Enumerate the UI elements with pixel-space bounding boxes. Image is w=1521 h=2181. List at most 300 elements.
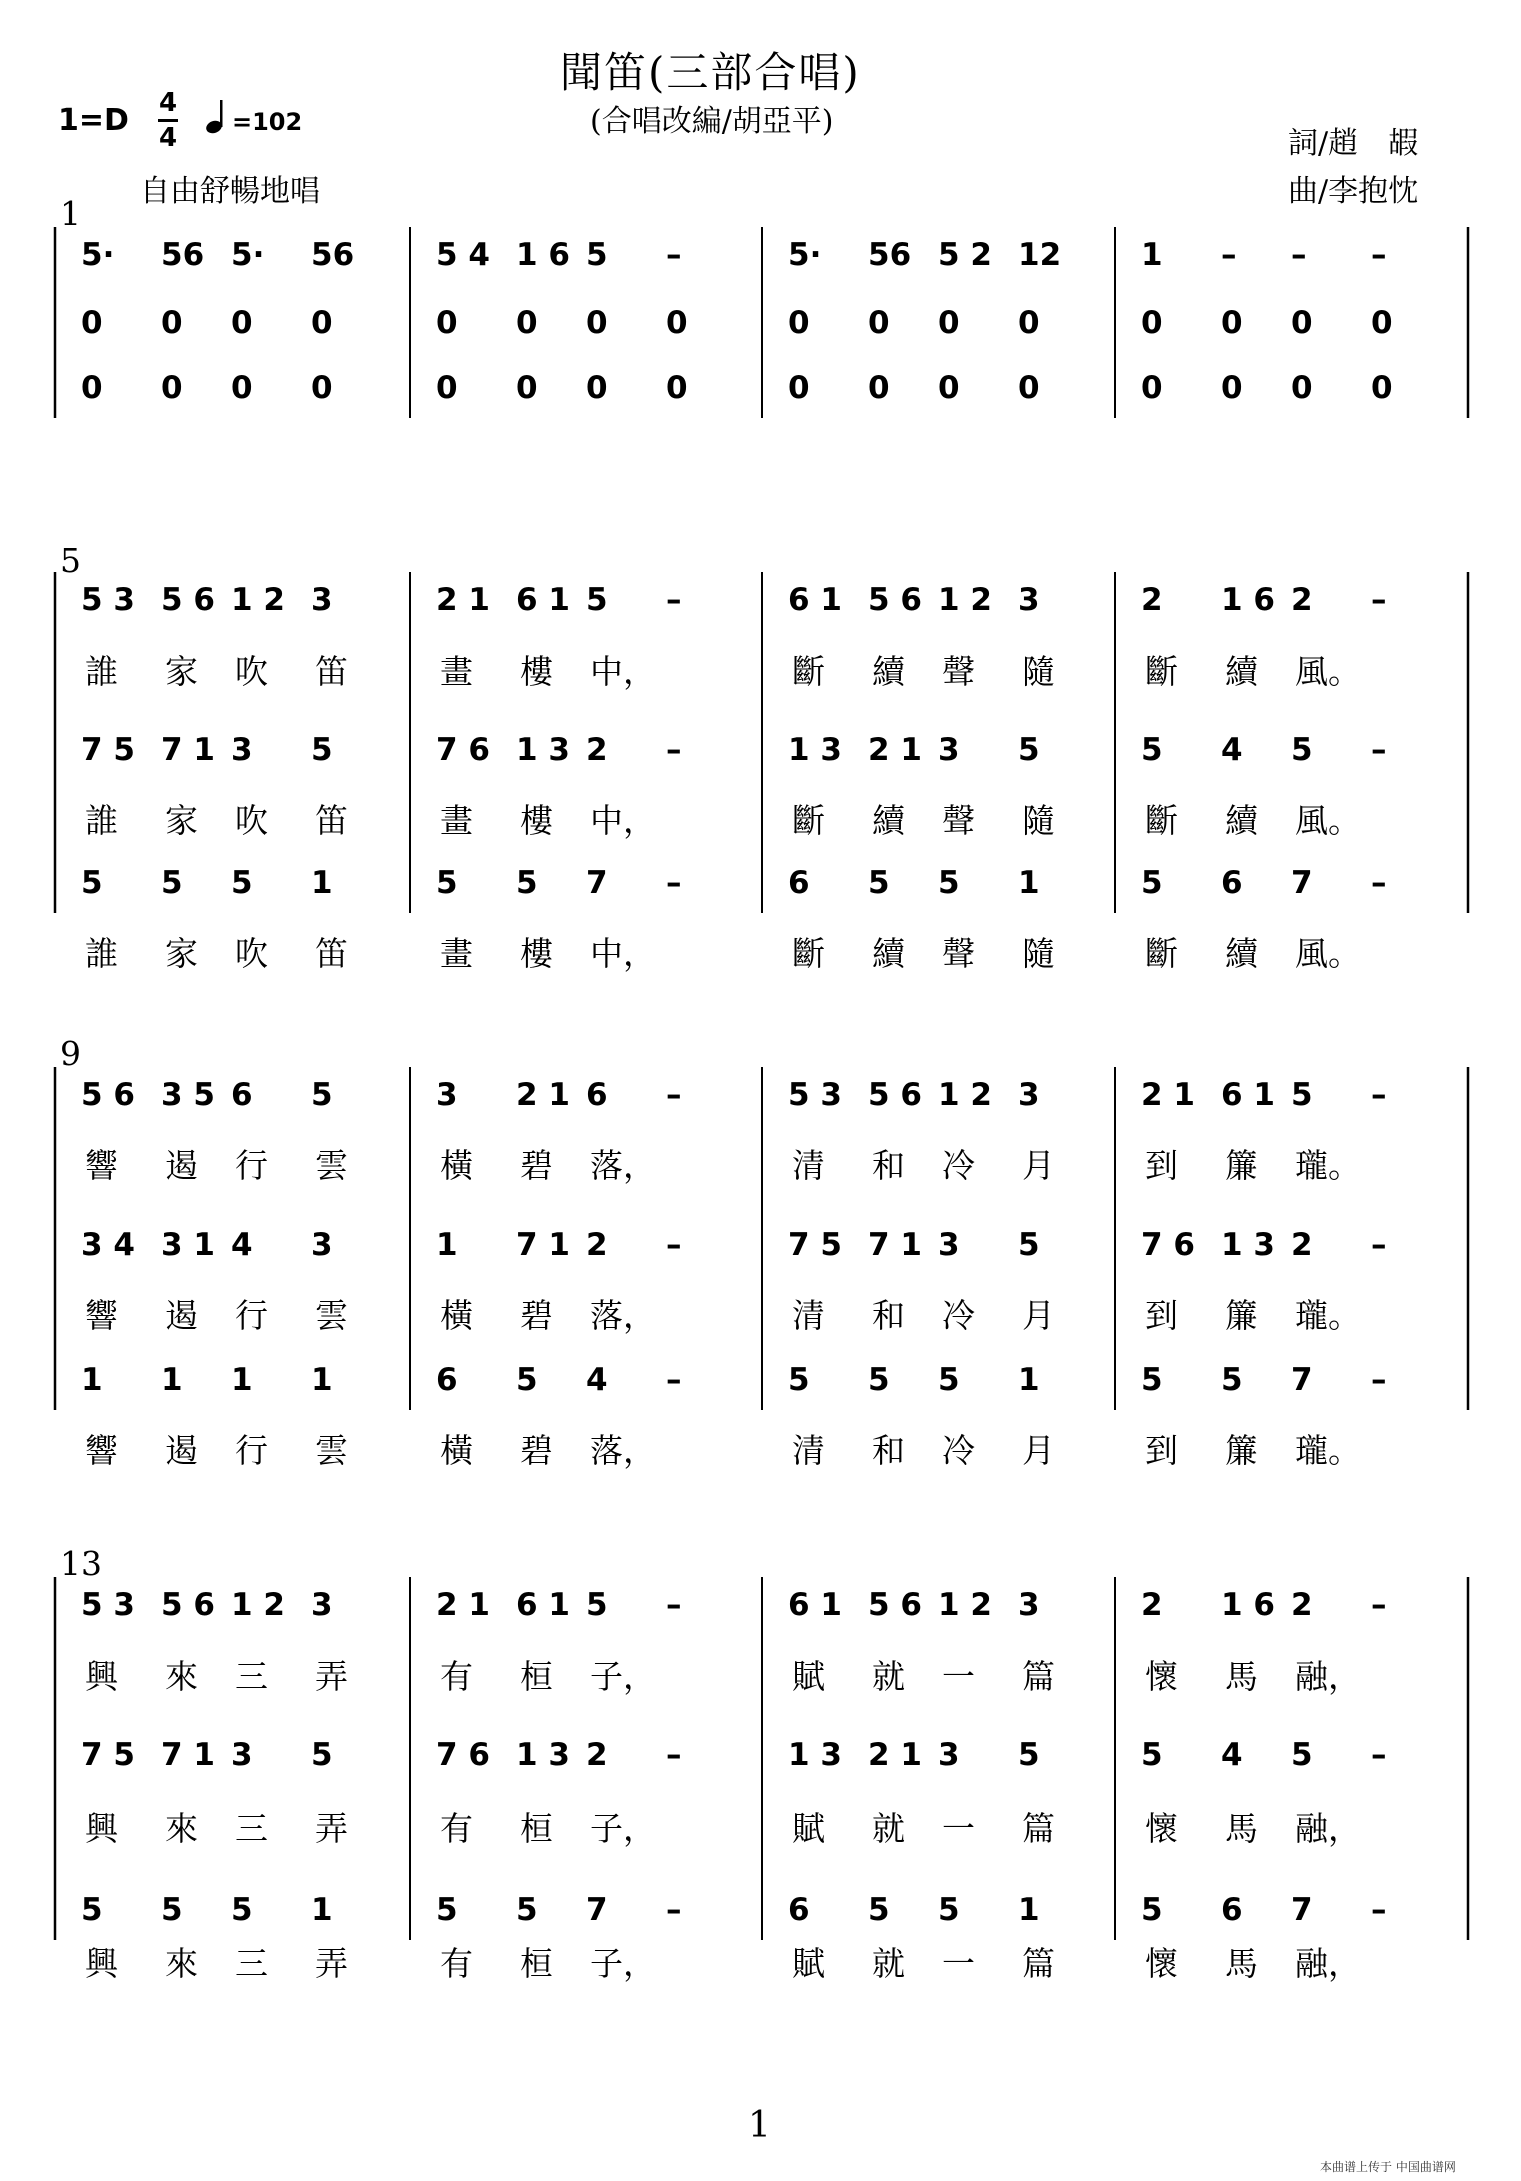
note-beat: 56	[161, 237, 205, 273]
lyric-syllable: 橫	[440, 1431, 473, 1470]
note-beat: 0	[1018, 370, 1040, 406]
note-beat: 3 5	[161, 1077, 215, 1113]
lyric-syllable: 笛	[315, 801, 348, 840]
note-beat: 1 2	[938, 582, 992, 618]
note-beat: 2	[1291, 582, 1313, 618]
note-beat: 1	[1018, 1362, 1040, 1398]
lyric-syllable: 月	[1022, 1146, 1055, 1185]
note-beat: 3	[938, 732, 960, 768]
note-beat: 5	[1018, 732, 1040, 768]
note-beat: 1	[311, 865, 333, 901]
note-beat: 2	[1291, 1587, 1313, 1623]
note-beat: 3	[1018, 1077, 1040, 1113]
note-beat: 5	[1291, 732, 1313, 768]
note-beat: –	[1371, 1892, 1387, 1928]
note-beat: 0	[666, 370, 688, 406]
lyric-syllable: 斷	[1145, 934, 1178, 973]
lyric-syllable: 斷	[1145, 801, 1178, 840]
note-beat: 1	[311, 1892, 333, 1928]
lyric-syllable: 懷	[1145, 1944, 1178, 1983]
tempo-marking: =102	[232, 108, 303, 136]
lyric-syllable: 篇	[1022, 1944, 1055, 1983]
note-beat: 0	[1371, 370, 1393, 406]
note-beat: 5	[81, 865, 103, 901]
time-signature-top: 4	[158, 88, 178, 118]
note-beat: 7	[586, 1892, 608, 1928]
note-beat: 1	[161, 1362, 183, 1398]
note-beat: 7 6	[436, 732, 490, 768]
note-beat: 0	[788, 370, 810, 406]
note-beat: 5	[516, 1362, 538, 1398]
note-beat: 2 1	[1141, 1077, 1195, 1113]
note-beat: 1 2	[938, 1077, 992, 1113]
note-beat: 0	[81, 370, 103, 406]
time-signature-bottom: 4	[158, 123, 178, 153]
lyric-syllable: 誰	[85, 934, 118, 973]
note-beat: 6	[586, 1077, 608, 1113]
note-beat: 2	[586, 732, 608, 768]
lyric-syllable: 行	[235, 1146, 268, 1185]
lyric-syllable: 風。	[1295, 934, 1361, 973]
note-beat: 4	[1221, 732, 1243, 768]
note-beat: 2	[586, 1227, 608, 1263]
note-beat: 5	[938, 1362, 960, 1398]
note-beat: 2	[1141, 1587, 1163, 1623]
note-beat: 5 3	[788, 1077, 842, 1113]
lyric-syllable: 雲	[315, 1146, 348, 1185]
note-beat: 3	[1018, 1587, 1040, 1623]
lyric-syllable: 弄	[315, 1809, 348, 1848]
note-beat: 0	[666, 305, 688, 341]
note-beat: –	[666, 1362, 682, 1398]
note-beat: 5	[436, 1892, 458, 1928]
lyric-syllable: 到	[1145, 1296, 1178, 1335]
note-beat: –	[1371, 237, 1387, 273]
note-beat: 7 5	[788, 1227, 842, 1263]
lyric-syllable: 雲	[315, 1296, 348, 1335]
note-beat: –	[666, 582, 682, 618]
note-beat: 5	[1018, 1227, 1040, 1263]
note-beat: 1	[436, 1227, 458, 1263]
lyric-syllable: 中，	[590, 801, 656, 840]
lyric-syllable: 聲	[942, 801, 975, 840]
note-beat: 6	[788, 1892, 810, 1928]
note-beat: 5	[1141, 1362, 1163, 1398]
lyric-syllable: 懷	[1145, 1809, 1178, 1848]
lyric-syllable: 吹	[235, 801, 268, 840]
lyric-syllable: 遏	[165, 1146, 198, 1185]
watermark-footer: 本曲谱上传于 中国曲谱网	[1320, 2160, 1456, 2174]
lyric-syllable: 賦	[792, 1809, 825, 1848]
system-number: 9	[60, 1034, 81, 1073]
lyric-syllable: 有	[440, 1944, 473, 1983]
lyric-syllable: 誰	[85, 652, 118, 691]
note-beat: 5	[868, 1362, 890, 1398]
lyric-syllable: 落，	[590, 1431, 656, 1470]
note-beat: 0	[81, 305, 103, 341]
lyric-syllable: 月	[1022, 1431, 1055, 1470]
lyric-syllable: 清	[792, 1146, 825, 1185]
note-beat: 0	[1018, 305, 1040, 341]
note-beat: –	[666, 865, 682, 901]
lyric-syllable: 三	[235, 1657, 268, 1696]
note-beat: 5	[311, 732, 333, 768]
note-beat: 0	[161, 370, 183, 406]
lyric-syllable: 桓	[520, 1657, 553, 1696]
lyric-syllable: 月	[1022, 1296, 1055, 1335]
lyric-syllable: 子，	[590, 1944, 656, 1983]
note-beat: 1 3	[516, 732, 570, 768]
note-beat: 0	[938, 305, 960, 341]
lyric-syllable: 篇	[1022, 1657, 1055, 1696]
lyric-syllable: 響	[85, 1431, 118, 1470]
note-beat: 2 1	[436, 582, 490, 618]
note-beat: 2	[1141, 582, 1163, 618]
lyric-syllable: 瓏。	[1295, 1146, 1361, 1185]
note-beat: 5 4	[436, 237, 490, 273]
note-beat: 7	[1291, 865, 1313, 901]
note-beat: 0	[868, 370, 890, 406]
lyric-syllable: 就	[872, 1944, 905, 1983]
note-beat: 5 3	[81, 1587, 135, 1623]
lyric-syllable: 碧	[520, 1146, 553, 1185]
lyric-syllable: 響	[85, 1296, 118, 1335]
note-beat: 1	[1018, 865, 1040, 901]
note-beat: 5	[586, 1587, 608, 1623]
note-beat: 3	[231, 732, 253, 768]
note-beat: 0	[436, 305, 458, 341]
note-beat: 56	[868, 237, 912, 273]
note-beat: 1	[1141, 237, 1163, 273]
lyric-syllable: 聲	[942, 652, 975, 691]
note-beat: 1 2	[231, 1587, 285, 1623]
score-title: 聞笛(三部合唱)	[560, 48, 861, 97]
lyric-syllable: 弄	[315, 1944, 348, 1983]
note-beat: 0	[788, 305, 810, 341]
note-beat: 7 1	[516, 1227, 570, 1263]
note-beat: 6	[436, 1362, 458, 1398]
note-beat: –	[1291, 237, 1307, 273]
lyric-syllable: 子，	[590, 1809, 656, 1848]
lyric-syllable: 冷	[942, 1296, 975, 1335]
lyric-syllable: 冷	[942, 1431, 975, 1470]
note-beat: 5 6	[161, 582, 215, 618]
lyric-syllable: 一	[942, 1657, 975, 1696]
system-number: 13	[60, 1544, 102, 1583]
note-beat: 2 1	[516, 1077, 570, 1113]
note-beat: 1 6	[1221, 1587, 1275, 1623]
note-beat: 3 4	[81, 1227, 135, 1263]
lyric-syllable: 笛	[315, 652, 348, 691]
note-beat: –	[1371, 732, 1387, 768]
note-beat: 5 6	[868, 1077, 922, 1113]
lyric-syllable: 隨	[1022, 652, 1055, 691]
lyric-syllable: 續	[872, 652, 905, 691]
lyric-syllable: 行	[235, 1296, 268, 1335]
lyric-syllable: 融，	[1295, 1809, 1361, 1848]
lyric-syllable: 隨	[1022, 934, 1055, 973]
lyric-syllable: 清	[792, 1431, 825, 1470]
note-beat: 1	[311, 1362, 333, 1398]
note-beat: 1 2	[231, 582, 285, 618]
lyric-syllable: 風。	[1295, 652, 1361, 691]
lyric-syllable: 三	[235, 1809, 268, 1848]
note-beat: 2 1	[868, 1737, 922, 1773]
note-beat: –	[1221, 237, 1237, 273]
note-beat: –	[1371, 1737, 1387, 1773]
lyric-syllable: 篇	[1022, 1809, 1055, 1848]
lyric-syllable: 懷	[1145, 1657, 1178, 1696]
lyric-syllable: 一	[942, 1944, 975, 1983]
note-beat: 5	[311, 1737, 333, 1773]
lyric-syllable: 融，	[1295, 1944, 1361, 1983]
lyric-syllable: 畫	[440, 801, 473, 840]
note-beat: 5·	[788, 237, 822, 273]
lyric-syllable: 續	[1225, 934, 1258, 973]
note-beat: 6	[1221, 1892, 1243, 1928]
note-beat: 0	[516, 305, 538, 341]
note-beat: 5	[436, 865, 458, 901]
note-beat: 1 3	[788, 732, 842, 768]
lyric-syllable: 融，	[1295, 1657, 1361, 1696]
note-beat: 5	[1291, 1737, 1313, 1773]
lyric-syllable: 就	[872, 1809, 905, 1848]
note-beat: 4	[1221, 1737, 1243, 1773]
note-beat: 5	[1141, 865, 1163, 901]
note-beat: 0	[1291, 305, 1313, 341]
lyric-syllable: 雲	[315, 1431, 348, 1470]
note-beat: 0	[231, 370, 253, 406]
note-beat: 5·	[81, 237, 115, 273]
system-number: 1	[60, 194, 81, 233]
lyric-syllable: 中，	[590, 652, 656, 691]
lyric-syllable: 簾	[1225, 1146, 1258, 1185]
lyric-syllable: 遏	[165, 1296, 198, 1335]
note-beat: 5	[938, 865, 960, 901]
lyric-syllable: 就	[872, 1657, 905, 1696]
lyric-syllable: 弄	[315, 1657, 348, 1696]
lyric-syllable: 賦	[792, 1657, 825, 1696]
lyric-syllable: 和	[872, 1146, 905, 1185]
note-beat: 3	[938, 1227, 960, 1263]
note-beat: 1	[81, 1362, 103, 1398]
lyric-syllable: 興	[85, 1944, 118, 1983]
note-beat: –	[666, 1587, 682, 1623]
lyric-syllable: 斷	[792, 801, 825, 840]
lyric-syllable: 續	[1225, 801, 1258, 840]
lyric-syllable: 斷	[792, 652, 825, 691]
note-beat: 6	[231, 1077, 253, 1113]
note-beat: 1 6	[1221, 582, 1275, 618]
note-beat: 0	[1291, 370, 1313, 406]
note-beat: 3	[311, 1227, 333, 1263]
lyric-syllable: 馬	[1225, 1944, 1258, 1983]
lyric-syllable: 來	[165, 1809, 198, 1848]
lyric-syllable: 碧	[520, 1296, 553, 1335]
note-beat: 1 3	[516, 1737, 570, 1773]
lyric-syllable: 瓏。	[1295, 1431, 1361, 1470]
note-beat: 5	[231, 1892, 253, 1928]
lyric-syllable: 馬	[1225, 1809, 1258, 1848]
note-beat: –	[666, 1227, 682, 1263]
note-beat: 0	[311, 305, 333, 341]
note-beat: 3	[436, 1077, 458, 1113]
lyric-syllable: 樓	[520, 934, 553, 973]
note-beat: 5 6	[868, 1587, 922, 1623]
note-beat: 1 2	[938, 1587, 992, 1623]
note-beat: 0	[1141, 370, 1163, 406]
note-beat: 3	[311, 582, 333, 618]
note-beat: 2	[1291, 1227, 1313, 1263]
note-beat: 4	[586, 1362, 608, 1398]
note-beat: 5	[1018, 1737, 1040, 1773]
arranger-credit: (合唱改編/胡亞平)	[590, 104, 834, 139]
lyric-syllable: 家	[165, 652, 198, 691]
composer-credit: 曲/李抱忱	[1288, 174, 1419, 209]
lyric-syllable: 隨	[1022, 801, 1055, 840]
note-beat: 5	[81, 1892, 103, 1928]
note-beat: 3	[1018, 582, 1040, 618]
note-beat: 5	[1141, 1737, 1163, 1773]
note-beat: 5·	[231, 237, 265, 273]
note-beat: 1	[231, 1362, 253, 1398]
lyric-syllable: 家	[165, 934, 198, 973]
lyric-syllable: 和	[872, 1431, 905, 1470]
note-beat: 5	[1141, 1892, 1163, 1928]
lyricist-credit: 詞/趙 嘏	[1288, 126, 1419, 161]
note-beat: 5	[1291, 1077, 1313, 1113]
note-beat: 0	[161, 305, 183, 341]
note-beat: 7	[586, 865, 608, 901]
note-beat: 7 5	[81, 1737, 135, 1773]
note-beat: 5 6	[868, 582, 922, 618]
lyric-syllable: 斷	[1145, 652, 1178, 691]
lyric-syllable: 吹	[235, 652, 268, 691]
lyric-syllable: 馬	[1225, 1657, 1258, 1696]
system-number: 5	[60, 541, 81, 580]
lyric-syllable: 家	[165, 801, 198, 840]
note-beat: 4	[231, 1227, 253, 1263]
note-beat: 0	[436, 370, 458, 406]
lyric-syllable: 畫	[440, 652, 473, 691]
note-beat: 7	[1291, 1362, 1313, 1398]
note-beat: 0	[1141, 305, 1163, 341]
lyric-syllable: 瓏。	[1295, 1296, 1361, 1335]
lyric-syllable: 續	[1225, 652, 1258, 691]
lyric-syllable: 吹	[235, 934, 268, 973]
note-beat: 0	[516, 370, 538, 406]
lyric-syllable: 樓	[520, 652, 553, 691]
note-beat: 5	[516, 1892, 538, 1928]
lyric-syllable: 碧	[520, 1431, 553, 1470]
note-beat: 0	[586, 305, 608, 341]
lyric-syllable: 興	[85, 1809, 118, 1848]
note-beat: 1 3	[1221, 1227, 1275, 1263]
lyric-syllable: 冷	[942, 1146, 975, 1185]
lyric-syllable: 桓	[520, 1944, 553, 1983]
note-beat: –	[1371, 582, 1387, 618]
note-beat: 5 6	[161, 1587, 215, 1623]
lyric-syllable: 到	[1145, 1146, 1178, 1185]
note-beat: 0	[1221, 370, 1243, 406]
lyric-syllable: 清	[792, 1296, 825, 1335]
note-beat: 0	[586, 370, 608, 406]
note-beat: 5	[516, 865, 538, 901]
lyric-syllable: 來	[165, 1944, 198, 1983]
note-beat: 2	[586, 1737, 608, 1773]
lyric-syllable: 落，	[590, 1296, 656, 1335]
lyric-syllable: 三	[235, 1944, 268, 1983]
note-beat: –	[1371, 1362, 1387, 1398]
note-beat: 0	[1371, 305, 1393, 341]
lyric-syllable: 簾	[1225, 1296, 1258, 1335]
note-beat: –	[1371, 865, 1387, 901]
note-beat: 5	[788, 1362, 810, 1398]
note-beat: 56	[311, 237, 355, 273]
lyric-syllable: 有	[440, 1657, 473, 1696]
note-beat: 7 6	[1141, 1227, 1195, 1263]
note-beat: 5	[586, 582, 608, 618]
note-beat: 6	[788, 865, 810, 901]
note-beat: 6 1	[788, 582, 842, 618]
lyric-syllable: 子，	[590, 1657, 656, 1696]
note-beat: 0	[231, 305, 253, 341]
lyric-syllable: 到	[1145, 1431, 1178, 1470]
note-beat: –	[666, 732, 682, 768]
note-beat: –	[666, 237, 682, 273]
lyric-syllable: 續	[872, 801, 905, 840]
note-beat: 5	[231, 865, 253, 901]
note-beat: 0	[938, 370, 960, 406]
expression-marking: 自由舒暢地唱	[140, 174, 320, 209]
lyric-syllable: 續	[872, 934, 905, 973]
note-beat: –	[666, 1077, 682, 1113]
lyric-syllable: 畫	[440, 934, 473, 973]
note-beat: 5	[1141, 732, 1163, 768]
note-beat: –	[1371, 1587, 1387, 1623]
note-beat: 2 1	[868, 732, 922, 768]
lyric-syllable: 樓	[520, 801, 553, 840]
note-beat: 6 1	[516, 1587, 570, 1623]
lyric-syllable: 有	[440, 1809, 473, 1848]
note-beat: 5	[311, 1077, 333, 1113]
lyric-syllable: 簾	[1225, 1431, 1258, 1470]
lyric-syllable: 遏	[165, 1431, 198, 1470]
note-beat: 7 1	[161, 732, 215, 768]
lyric-syllable: 行	[235, 1431, 268, 1470]
note-beat: 5	[161, 1892, 183, 1928]
note-beat: 7 5	[81, 732, 135, 768]
note-beat: 0	[311, 370, 333, 406]
note-beat: 3	[938, 1737, 960, 1773]
lyric-syllable: 興	[85, 1657, 118, 1696]
note-beat: 5	[868, 865, 890, 901]
lyric-syllable: 來	[165, 1657, 198, 1696]
note-beat: 5	[938, 1892, 960, 1928]
lyric-syllable: 橫	[440, 1146, 473, 1185]
note-beat: 7 1	[868, 1227, 922, 1263]
lyric-syllable: 風。	[1295, 801, 1361, 840]
note-beat: 1 6	[516, 237, 570, 273]
note-beat: 3	[231, 1737, 253, 1773]
lyric-syllable: 橫	[440, 1296, 473, 1335]
note-beat: 7	[1291, 1892, 1313, 1928]
note-beat: –	[1371, 1077, 1387, 1113]
note-beat: 6 1	[1221, 1077, 1275, 1113]
note-beat: 0	[868, 305, 890, 341]
note-beat: 6 1	[516, 582, 570, 618]
note-beat: 1 3	[788, 1737, 842, 1773]
